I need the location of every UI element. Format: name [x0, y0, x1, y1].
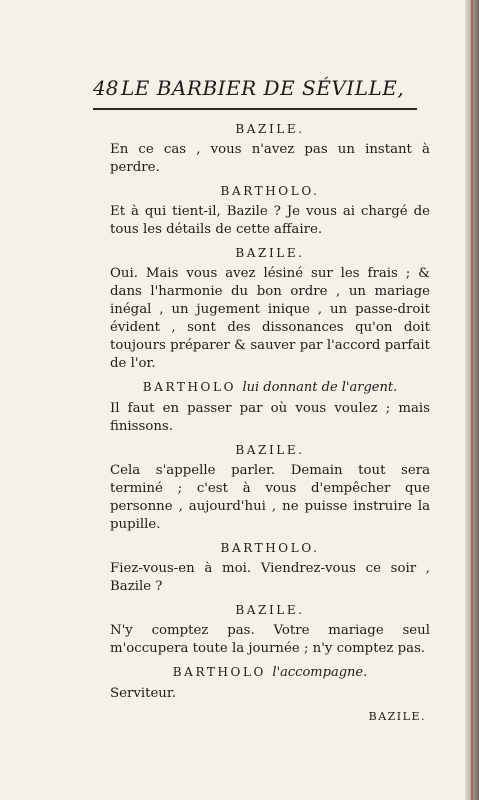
speaker-name: [110, 442, 430, 458]
speaker-label: BAZILE.: [235, 246, 305, 260]
speech-text: Fiez-vous-en à moi. Viendrez-vous ce soir , Bazile ?: [110, 561, 430, 594]
speaker-name: [110, 379, 430, 396]
speech-text: N'y comptez pas. Votre mariage seul m'occupera toute la journée ; n'y comptez pas.: [110, 623, 430, 656]
dialogue-block: [110, 115, 430, 725]
speech-text: Il faut en passer par où vous voulez ; mais finissons.: [110, 401, 430, 434]
speech-text: Serviteur.: [110, 686, 176, 701]
speaker-name: [110, 183, 430, 199]
page-header: [93, 76, 418, 104]
speech-text: Oui. Mais vous avez lésiné sur les frais ; & dans l'harmonie du bon ordre , un mariage inégal , un jugement inique , un passe-droit évident , sont des dissonances qu'on doit toujours préparer & sauver par l'accord parfait de l'or.: [110, 266, 430, 371]
speaker-name: [110, 540, 430, 556]
header-rule: [93, 108, 417, 110]
speaker-name: [110, 245, 430, 261]
speech-text: Cela s'appelle parler. Demain tout sera terminé ; c'est à vous d'empêcher que personne , aujourd'hui , ne puisse instruire la pupille.: [110, 463, 430, 532]
speaker-label: BAZILE.: [235, 603, 305, 617]
speaker-name: [110, 121, 430, 137]
speaker-label: BARTHOLO: [142, 380, 237, 394]
speaker-label: BAZILE.: [235, 443, 305, 457]
speaker-name: [110, 664, 430, 681]
page-edge-red: [471, 0, 473, 800]
speech-text: En ce cas , vous n'avez pas un instant à perdre.: [110, 142, 430, 175]
speaker-label: BARTHOLO: [172, 665, 266, 679]
final-speaker-name: BAZILE.: [368, 710, 426, 723]
page-number: 48: [93, 76, 119, 100]
stage-direction: lui donnant de l'argent.: [242, 380, 398, 395]
speaker-label: BAZILE.: [235, 122, 305, 136]
speaker-name: [110, 602, 430, 618]
speech-text: Et à qui tient-il, Bazile ? Je vous ai chargé de tous les détails de cette affaire.: [110, 204, 430, 237]
speaker-label: BARTHOLO.: [220, 541, 320, 555]
stage-direction: l'accompagne.: [272, 665, 368, 680]
running-title: LE BARBIER DE SÉVILLE,: [121, 76, 405, 100]
speaker-label: BARTHOLO.: [220, 184, 320, 198]
